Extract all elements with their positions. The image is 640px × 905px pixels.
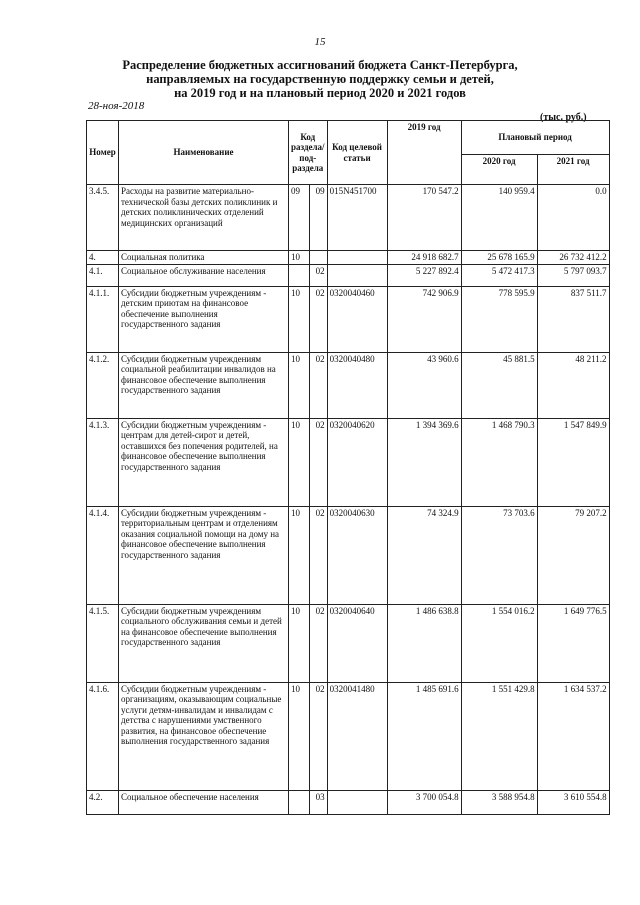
cell-2020: 45 881.5	[461, 352, 537, 418]
cell-2020: 73 703.6	[461, 506, 537, 604]
cell-2019: 742 906.9	[387, 286, 461, 352]
cell-number: 4.1.5.	[87, 604, 119, 682]
table-row	[87, 286, 610, 352]
cell-name: Социальное обслуживание населения	[119, 264, 289, 286]
cell-subsection: 02	[309, 418, 327, 506]
header-name: Наименование	[119, 121, 289, 185]
cell-section: 10	[289, 418, 310, 506]
table-row	[87, 251, 610, 265]
cell-number: 4.1.6.	[87, 682, 119, 790]
page-number: 15	[314, 36, 326, 48]
cell-section	[289, 790, 310, 814]
cell-section: 09	[289, 185, 310, 251]
cell-target-code	[327, 264, 387, 286]
cell-2021: 5 797 093.7	[537, 264, 609, 286]
table-row	[87, 790, 610, 814]
cell-section: 10	[289, 604, 310, 682]
table-row	[87, 506, 610, 604]
cell-name: Субсидии бюджетным учреждениям - организациям, оказывающим социальные услуги детям-инвалидам и инвалидам с детства с нарушениями умственного развития, на финансовое обеспечение выполнения государственного задания	[119, 682, 289, 790]
cell-2020: 1 554 016.2	[461, 604, 537, 682]
cell-2020: 1 468 790.3	[461, 418, 537, 506]
cell-2021: 26 732 412.2	[537, 251, 609, 265]
cell-2021: 3 610 554.8	[537, 790, 609, 814]
units-label: (тыс. руб.)	[540, 112, 587, 123]
cell-name: Субсидии бюджетным учреждениям - детским приютам на финансовое обеспечение выполнения государственного задания	[119, 286, 289, 352]
table-row	[87, 682, 610, 790]
document-date: 28-ноя-2018	[88, 100, 145, 112]
table-row	[87, 264, 610, 286]
header-2019: 2019 год	[387, 121, 461, 185]
cell-2020: 140 959.4	[461, 185, 537, 251]
cell-2020: 25 678 165.9	[461, 251, 537, 265]
cell-2021: 1 634 537.2	[537, 682, 609, 790]
cell-2020: 778 595.9	[461, 286, 537, 352]
cell-name: Социальная политика	[119, 251, 289, 265]
cell-number: 4.	[87, 251, 119, 265]
cell-subsection: 02	[309, 352, 327, 418]
title-line-1: Распределение бюджетных ассигнований бюджета Санкт-Петербурга,	[122, 58, 518, 72]
table-row	[87, 352, 610, 418]
cell-name: Социальное обеспечение населения	[119, 790, 289, 814]
budget-table	[86, 120, 610, 815]
cell-number: 4.1.4.	[87, 506, 119, 604]
header-section-code: Код раздела/ под- раздела	[289, 121, 328, 185]
cell-number: 4.1.	[87, 264, 119, 286]
cell-name: Субсидии бюджетным учреждениям - территориальным центрам и отделениям оказания социальной помощи на дому на финансовое обеспечение выполнения государственного задания	[119, 506, 289, 604]
cell-target-code: 0320040630	[327, 506, 387, 604]
cell-number: 4.1.3.	[87, 418, 119, 506]
cell-target-code: 0320040460	[327, 286, 387, 352]
cell-number: 3.4.5.	[87, 185, 119, 251]
cell-target-code: 0320041480	[327, 682, 387, 790]
cell-2019: 43 960.6	[387, 352, 461, 418]
cell-2019: 3 700 054.8	[387, 790, 461, 814]
cell-2020: 3 588 954.8	[461, 790, 537, 814]
header-2020: 2020 год	[461, 155, 537, 185]
title-line-3: на 2019 год и на плановый период 2020 и 2021 годов	[174, 86, 466, 100]
cell-2020: 1 551 429.8	[461, 682, 537, 790]
cell-target-code: 0320040620	[327, 418, 387, 506]
cell-section: 10	[289, 352, 310, 418]
cell-2021: 79 207.2	[537, 506, 609, 604]
title-line-2: направляемых на государственную поддержку семьи и детей,	[146, 72, 494, 86]
cell-target-code	[327, 251, 387, 265]
cell-subsection: 02	[309, 682, 327, 790]
cell-number: 4.1.2.	[87, 352, 119, 418]
cell-2019: 24 918 682.7	[387, 251, 461, 265]
cell-target-code: 0320040640	[327, 604, 387, 682]
cell-target-code: 0320040480	[327, 352, 387, 418]
cell-subsection: 09	[309, 185, 327, 251]
cell-2021: 1 649 776.5	[537, 604, 609, 682]
cell-name: Субсидии бюджетным учреждениям социального обслуживания семьи и детей на финансовое обеспечение выполнения государственного задания	[119, 604, 289, 682]
cell-2019: 1 486 638.8	[387, 604, 461, 682]
cell-subsection: 02	[309, 264, 327, 286]
header-number: Номер	[87, 121, 119, 185]
cell-section: 10	[289, 286, 310, 352]
cell-target-code	[327, 790, 387, 814]
cell-2021: 1 547 849.9	[537, 418, 609, 506]
cell-name: Субсидии бюджетным учреждениям социальной реабилитации инвалидов на финансовое обеспечение выполнения государственного задания	[119, 352, 289, 418]
cell-2019: 74 324.9	[387, 506, 461, 604]
cell-2020: 5 472 417.3	[461, 264, 537, 286]
cell-subsection: 02	[309, 286, 327, 352]
cell-2021: 48 211.2	[537, 352, 609, 418]
cell-section: 10	[289, 506, 310, 604]
cell-2019: 1 485 691.6	[387, 682, 461, 790]
cell-2019: 170 547.2	[387, 185, 461, 251]
table-body	[87, 185, 610, 815]
header-target-code: Код целевой статьи	[327, 121, 387, 185]
document-title	[40, 58, 600, 100]
cell-section	[289, 264, 310, 286]
cell-2021: 837 511.7	[537, 286, 609, 352]
cell-number: 4.2.	[87, 790, 119, 814]
cell-subsection: 02	[309, 604, 327, 682]
cell-2019: 5 227 892.4	[387, 264, 461, 286]
cell-section: 10	[289, 251, 310, 265]
cell-name: Субсидии бюджетным учреждениям - центрам для детей-сирот и детей, оставшихся без попечения родителей, на финансовое обеспечение выполнения государственного задания	[119, 418, 289, 506]
cell-number: 4.1.1.	[87, 286, 119, 352]
table-row	[87, 604, 610, 682]
cell-2019: 1 394 369.6	[387, 418, 461, 506]
cell-subsection: 02	[309, 506, 327, 604]
cell-2021: 0.0	[537, 185, 609, 251]
header-planning-period: Плановый период	[461, 121, 609, 155]
header-2021: 2021 год	[537, 155, 609, 185]
cell-target-code: 015N451700	[327, 185, 387, 251]
cell-subsection	[309, 251, 327, 265]
cell-subsection: 03	[309, 790, 327, 814]
cell-section: 10	[289, 682, 310, 790]
table-row	[87, 185, 610, 251]
table-row	[87, 418, 610, 506]
cell-name: Расходы на развитие материально-технической базы детских поликлиник и детских поликлинических отделений медицинских организаций	[119, 185, 289, 251]
